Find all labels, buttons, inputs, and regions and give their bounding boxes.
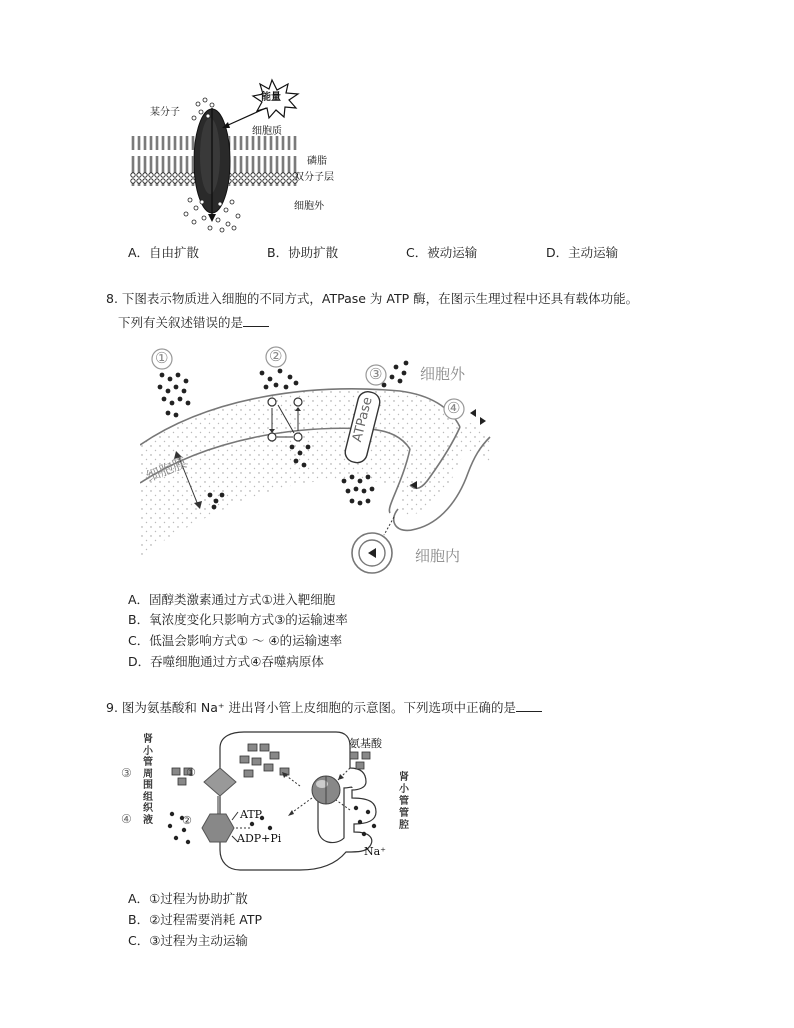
q7-bilayer-right xyxy=(228,136,298,186)
q9-right-char: 腔 xyxy=(399,820,409,831)
q9-left-char: 周 xyxy=(143,768,153,780)
q8-label-n3: ③ xyxy=(369,365,383,383)
q9-left-char: 管 xyxy=(143,757,153,768)
q9-left-char: 小 xyxy=(143,745,153,757)
q8-label-n2: ② xyxy=(269,347,283,365)
q7-option-d[interactable]: D．主动运输 xyxy=(546,245,619,260)
q8-stem-line2: 下列有关叙述错误的是 xyxy=(118,315,244,330)
q7-option-c[interactable]: C．被动运输 xyxy=(406,245,478,260)
q7-label-phospholipid-2: 双分子层 xyxy=(294,172,334,183)
q9-left-char: 肾 xyxy=(143,734,153,745)
q8-label-n1: ① xyxy=(155,349,169,367)
q9-right-char: 肾 xyxy=(399,772,409,783)
q9-stem: 9. 图为氨基酸和 Na⁺ 进出肾小管上皮细胞的示意图。下列选项中正确的是 xyxy=(106,700,516,715)
q7-bilayer-left xyxy=(130,136,196,186)
q8-label-inside: 细胞内 xyxy=(415,547,461,565)
q8-membrane-band xyxy=(140,389,490,557)
q8-stem-line2-wrap xyxy=(118,312,269,333)
q9-carrier-hexagon xyxy=(202,814,234,842)
q9-right-char: 小 xyxy=(399,784,409,795)
q9-left-label xyxy=(142,734,154,826)
q9-right-label xyxy=(398,772,410,832)
q9-left-char: 围 xyxy=(143,780,153,791)
q7-label-outside: 细胞外 xyxy=(294,201,324,212)
q9-label-atp: ATP xyxy=(240,808,263,821)
q9-label-n2: ② xyxy=(182,814,192,827)
q9-right-char: 管 xyxy=(399,796,409,807)
q9-label-n4: ④ xyxy=(121,812,132,826)
q8-label-n4: ④ xyxy=(447,399,461,417)
q8-label-atpase: ATPase xyxy=(350,395,376,444)
q8-option-b[interactable]: B．氧浓度变化只影响方式③的运输速率 xyxy=(128,612,348,627)
q9-carrier-diamond xyxy=(204,768,236,796)
q7-label-phospholipid-1: 磷脂 xyxy=(307,156,327,167)
q8-label-membrane: 细胞膜 xyxy=(144,455,190,486)
q7-label-cytoplasm: 细胞质 xyxy=(252,126,282,137)
q7-option-b[interactable]: B．协助扩散 xyxy=(267,245,339,260)
q8-label-outside: 细胞外 xyxy=(420,365,466,383)
q9-stem-wrap xyxy=(106,697,542,718)
q9-left-char: 织 xyxy=(143,803,153,814)
q9-answer-blank[interactable] xyxy=(516,697,542,712)
q9-label-n3: ③ xyxy=(121,766,132,780)
q8-answer-blank[interactable] xyxy=(243,312,269,327)
q8-option-c[interactable]: C．低温会影响方式① ～ ④的运输速率 xyxy=(128,633,343,648)
q7-label-energy: 能量 xyxy=(261,92,281,103)
q8-option-a[interactable]: A．固醇类激素通过方式①进入靶细胞 xyxy=(128,592,336,607)
q9-label-amino: 氨基酸 xyxy=(349,737,382,750)
q9-option-b[interactable]: B．②过程需要消耗 ATP xyxy=(128,912,263,927)
q9-label-na: Na⁺ xyxy=(364,845,386,858)
q9-option-c[interactable]: C．③过程为主动运输 xyxy=(128,933,248,948)
q7-option-a[interactable]: A．自由扩散 xyxy=(128,245,200,260)
q9-right-char: 管 xyxy=(399,808,409,819)
q9-label-n1: ① xyxy=(186,766,196,779)
q8-option-d[interactable]: D．吞噬细胞通过方式④吞噬病原体 xyxy=(128,654,324,669)
q9-option-a[interactable]: A．①过程为协助扩散 xyxy=(128,891,248,906)
q9-label-adp: ADP+Pi xyxy=(237,832,282,845)
q7-label-molecule: 某分子 xyxy=(150,107,180,118)
q9-left-char: 组 xyxy=(143,791,153,803)
q8-stem-line1: 8. 下图表示物质进入细胞的不同方式，ATPase 为 ATP 酶，在图示生理过程中还具有载体功能。 xyxy=(106,291,639,306)
q9-left-char: 液 xyxy=(143,814,153,826)
